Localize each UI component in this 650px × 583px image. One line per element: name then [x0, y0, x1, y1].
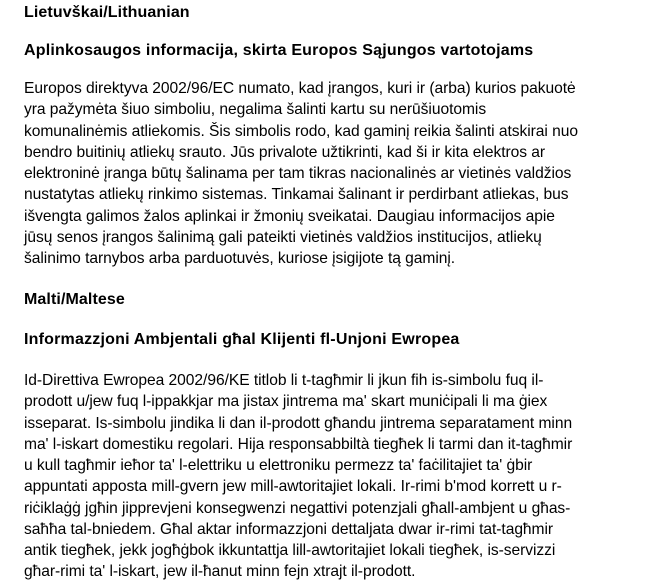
text-line: prodott u/jew fuq l-ippakkjar ma jistax jintrema ma' skart muniċipali li ma ġiex	[24, 393, 548, 411]
text-line: elektroninė įranga būtų šalinama per tam tikras nacionalinės ar vietinės valdžios	[24, 165, 572, 182]
text-line: riċiklaġġ jgħin jipprevjeni konsegwenzi negattivi potenzjali għall-ambjent u għas-	[24, 499, 571, 517]
maltese-heading: Informazzjoni Ambjentali għal Klijenti fl-Unjoni Ewropea	[24, 331, 460, 348]
text-line: Europos direktyva 2002/96/EC numato, kad įrangos, kuri ir (arba) kurios pakuotė	[24, 80, 576, 97]
lithuanian-heading: Aplinkosaugos informacija, skirta Europos Sąjungos vartotojams	[24, 42, 534, 59]
text-line: nustatytas atliekų rinkimo sistemas. Tinkamai šalinant ir perdirbant atliekas, bus	[24, 186, 569, 204]
maltese-heading-block	[24, 330, 642, 350]
lithuanian-language-title: Lietuvškai/Lithuanian	[24, 4, 190, 21]
text-line: appuntati apposta mill-gvern jew mill-awtoritajiet lokali. Ir-rimi b'mod korrett u r-	[24, 478, 562, 496]
text-line: šalinimo tarnybos arba parduotuvės, kuriose įsigijote tą gaminį.	[24, 250, 456, 267]
text-line: ma' l-iskart domestiku regolari. Hija responsabbiltà tiegħek li tarmi dan it-tagħmir	[24, 435, 573, 453]
text-line: jūsų senos įrangos šalinimą gali pateikti vietinės valdžios institucijos, atliekų	[24, 228, 542, 246]
text-line: isseparat. Is-simbolu jindika li dan il-prodott għandu jintrema separatament minn	[24, 414, 573, 432]
text-line: għar-rimi ta' l-iskart, jew il-ħanut minn fejn xtrajt il-prodott.	[24, 563, 416, 581]
lithuanian-heading-block	[24, 41, 642, 61]
text-line: bendro buitinių atliekų srauto. Jūs privalote užtikrinti, kad ši ir kita elektros ar	[24, 143, 546, 161]
maltese-body	[24, 370, 642, 583]
maltese-paragraph	[24, 370, 642, 583]
text-line: antik tiegħek, jekk jogħġbok ikkuntattja lill-awtoritajiet lokali tiegħek, is-servizzi	[24, 542, 556, 559]
text-line: yra pažymėta šiuo simboliu, negalima šalinti kartu su nerūšiuotomis	[24, 101, 487, 119]
text-line: komunalinėmis atliekomis. Šis simbolis rodo, kad gaminį reikia šalinti atskirai nuo	[24, 122, 578, 140]
lithuanian-body	[24, 78, 642, 269]
text-line: u kull tagħmir ieħor ta' l-elettriku u elettroniku permezz ta' faċilitajiet ta' ġbir	[24, 457, 533, 474]
text-line: saħħa tal-bniedem. Għal aktar informazzjoni dettaljata dwar ir-rimi tat-tagħmir	[24, 520, 554, 538]
lithuanian-language-label	[24, 3, 642, 23]
lithuanian-paragraph	[24, 78, 642, 269]
maltese-language-label	[24, 290, 642, 310]
maltese-language-title: Malti/Maltese	[24, 291, 125, 308]
text-line: išvengta galimos žalos aplinkai ir žmonių sveikatai. Daugiau informacijos apie	[24, 207, 555, 225]
text-line: Id-Direttiva Ewropea 2002/96/KE titlob li t-tagħmir li jkun fih is-simbolu fuq il-	[24, 372, 544, 389]
